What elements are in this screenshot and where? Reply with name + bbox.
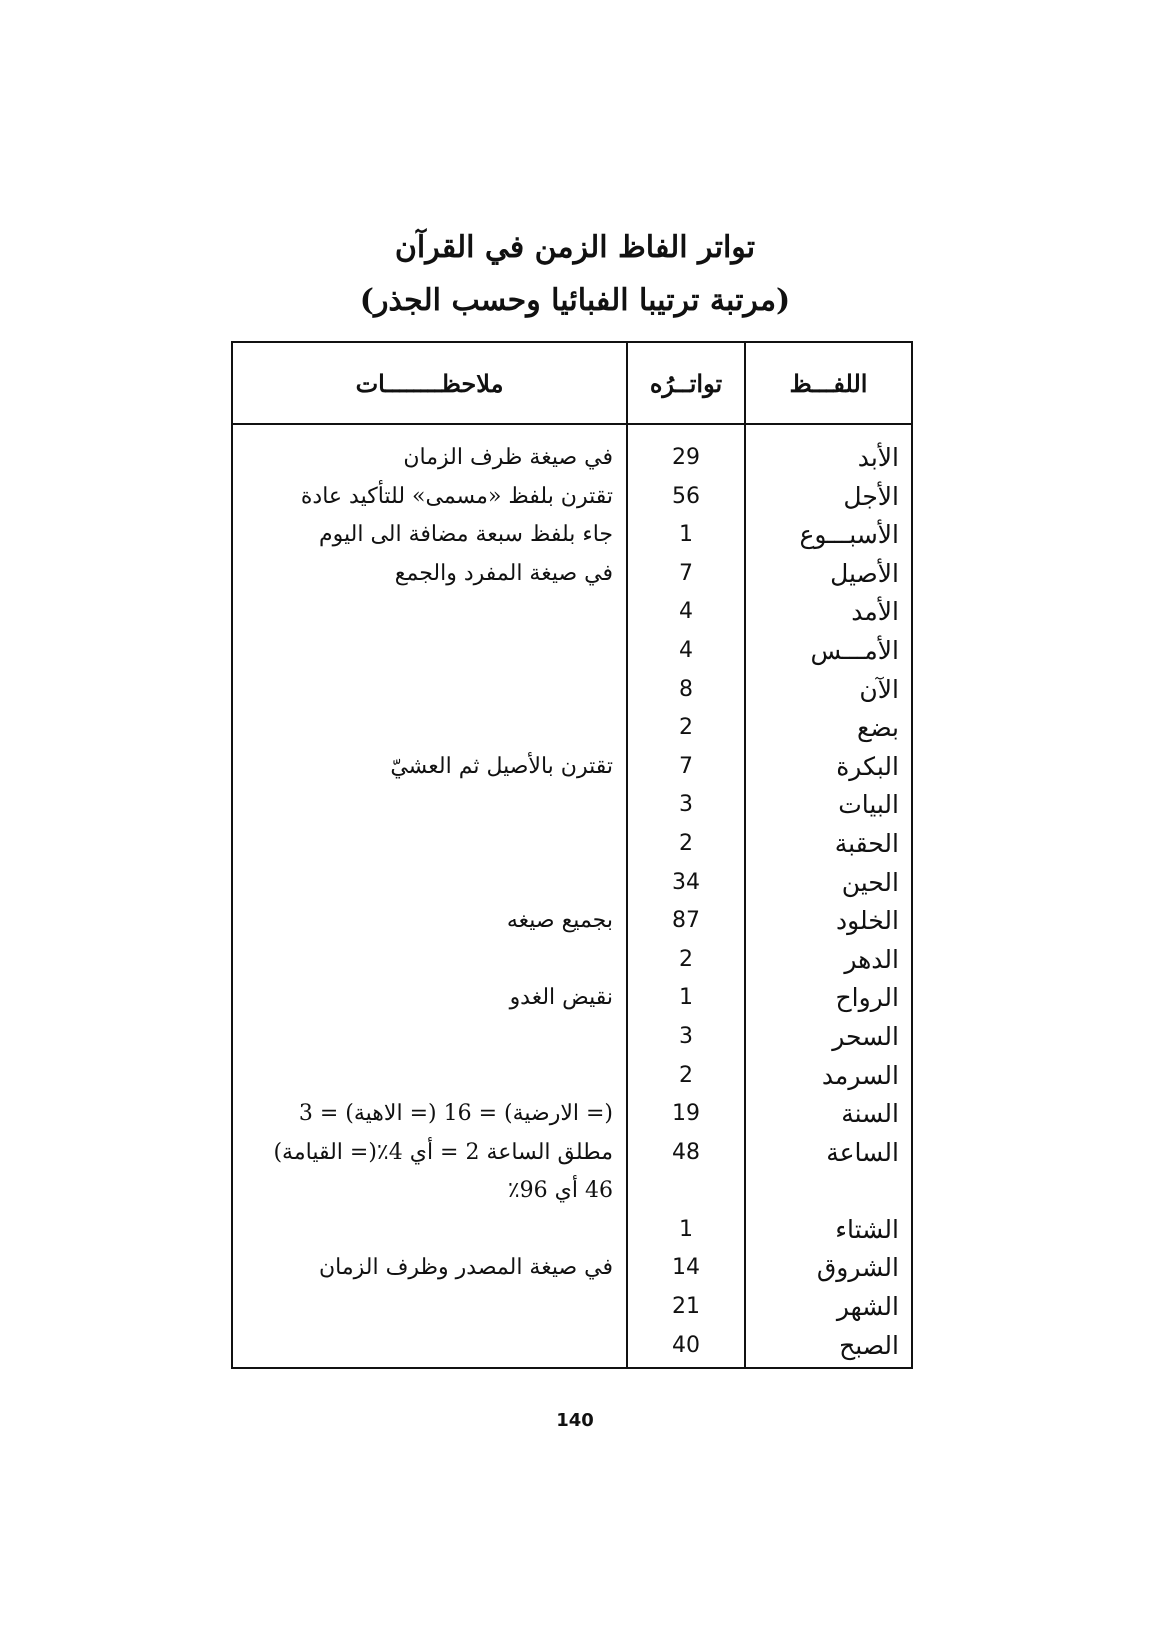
table-row [233,1018,911,1057]
note-cell: تقترن بلفظ «مسمى» للتأكيد عادة [300,483,613,509]
note-cell: تقترن بالأصيل ثم العشيّ [390,753,613,779]
word-cell: الساعة [826,1137,899,1167]
note-cell: (= الارضية) = 16 (= الاهية) = 3 [298,1101,613,1127]
frequency-cell: 4 [679,599,693,625]
frequency-cell: 2 [679,830,693,856]
table-row [233,1327,911,1366]
table-row [233,902,911,941]
header-frequency: تواتــرُه [649,368,723,398]
frequency-cell: 1 [679,1216,693,1242]
word-cell: الدهر [844,944,899,974]
frequency-cell: 14 [672,1255,700,1281]
note-cell: في صيغة المصدر وظرف الزمان [318,1255,613,1281]
frequency-cell: 3 [679,792,693,818]
word-cell: الآن [859,674,899,704]
table-row [233,516,911,555]
frequency-cell: 8 [679,676,693,702]
word-cell: الشهر [836,1292,899,1322]
table-row [233,478,911,517]
word-cell: الشروق [816,1253,899,1283]
word-cell: الصبح [839,1330,899,1360]
note-cell: في صيغة المفرد والجمع [394,560,613,586]
frequency-cell: 7 [679,560,693,586]
note-cell: بجميع صيغه [506,908,613,934]
table-row [233,1057,911,1096]
table-row [233,941,911,980]
table-row [233,593,911,632]
frequency-cell: 1 [679,522,693,548]
frequency-cell: 7 [679,753,693,779]
frequency-cell: 29 [672,445,700,470]
word-cell: الأصيل [830,558,899,588]
word-cell: بضع [857,713,899,743]
frequency-cell: 1 [679,985,693,1011]
frequency-cell: 2 [679,946,693,972]
table-row [233,1249,911,1288]
frequency-cell: 21 [672,1294,700,1320]
table-row [233,671,911,710]
table-row [233,825,911,864]
word-cell: الرواح [835,983,899,1013]
table-row [233,439,911,478]
note-cell: في صيغة ظرف الزمان [403,445,613,470]
word-cell: الأمـــس [810,635,899,665]
table-row [233,748,911,787]
frequency-cell: 40 [672,1332,700,1358]
page-number: 140 [556,1410,594,1431]
frequency-cell: 56 [672,483,700,509]
word-cell: الشتاء [835,1214,899,1244]
header-divider [233,423,911,425]
table-row [233,1134,911,1211]
frequency-cell: 4 [679,637,693,663]
frequency-cell: 87 [672,908,700,934]
word-cell: الحين [841,867,899,897]
frequency-cell: 19 [672,1101,700,1127]
table-row [233,864,911,903]
word-cell: الأسبـــوع [799,520,899,550]
word-cell: الحقبة [834,828,899,858]
note-cell: مطلق الساعة 2 = أي 4٪(= القيامة) 46 أي 96٪ [273,1139,613,1204]
table-row [233,1211,911,1250]
word-cell: البكرة [836,751,899,781]
table-row [233,1095,911,1134]
header-word: اللفـــظ [789,368,868,398]
table-body [233,439,911,1365]
word-cell: الأجل [843,481,899,511]
word-cell: السرمد [821,1060,899,1090]
frequency-cell: 34 [672,869,700,895]
table-row [233,555,911,594]
word-cell: البيات [838,790,899,820]
page-subtitle: (مرتبة ترتيبا الفبائيا وحسب الجذر) [359,283,791,318]
word-cell: الأبد [857,443,899,472]
frequency-cell: 3 [679,1023,693,1049]
frequency-cell: 2 [679,1062,693,1088]
word-cell: السحر [832,1021,899,1051]
table-row [233,632,911,671]
word-cell: السنة [841,1099,899,1129]
frequency-cell: 48 [672,1139,700,1165]
table-row [233,709,911,748]
header-notes: ملاحظــــــــات [355,368,504,398]
frequency-table [231,341,913,1369]
word-cell: الأمد [851,597,899,627]
frequency-cell: 2 [679,715,693,741]
note-cell: جاء بلفظ سبعة مضافة الى اليوم [319,522,613,548]
word-cell: الخلود [835,906,899,936]
table-row [233,1288,911,1327]
table-row [233,786,911,825]
note-cell: نقيض الغدو [509,985,613,1011]
table-row [233,979,911,1018]
page-title: تواتر الفاظ الزمن في القرآن [394,230,756,265]
